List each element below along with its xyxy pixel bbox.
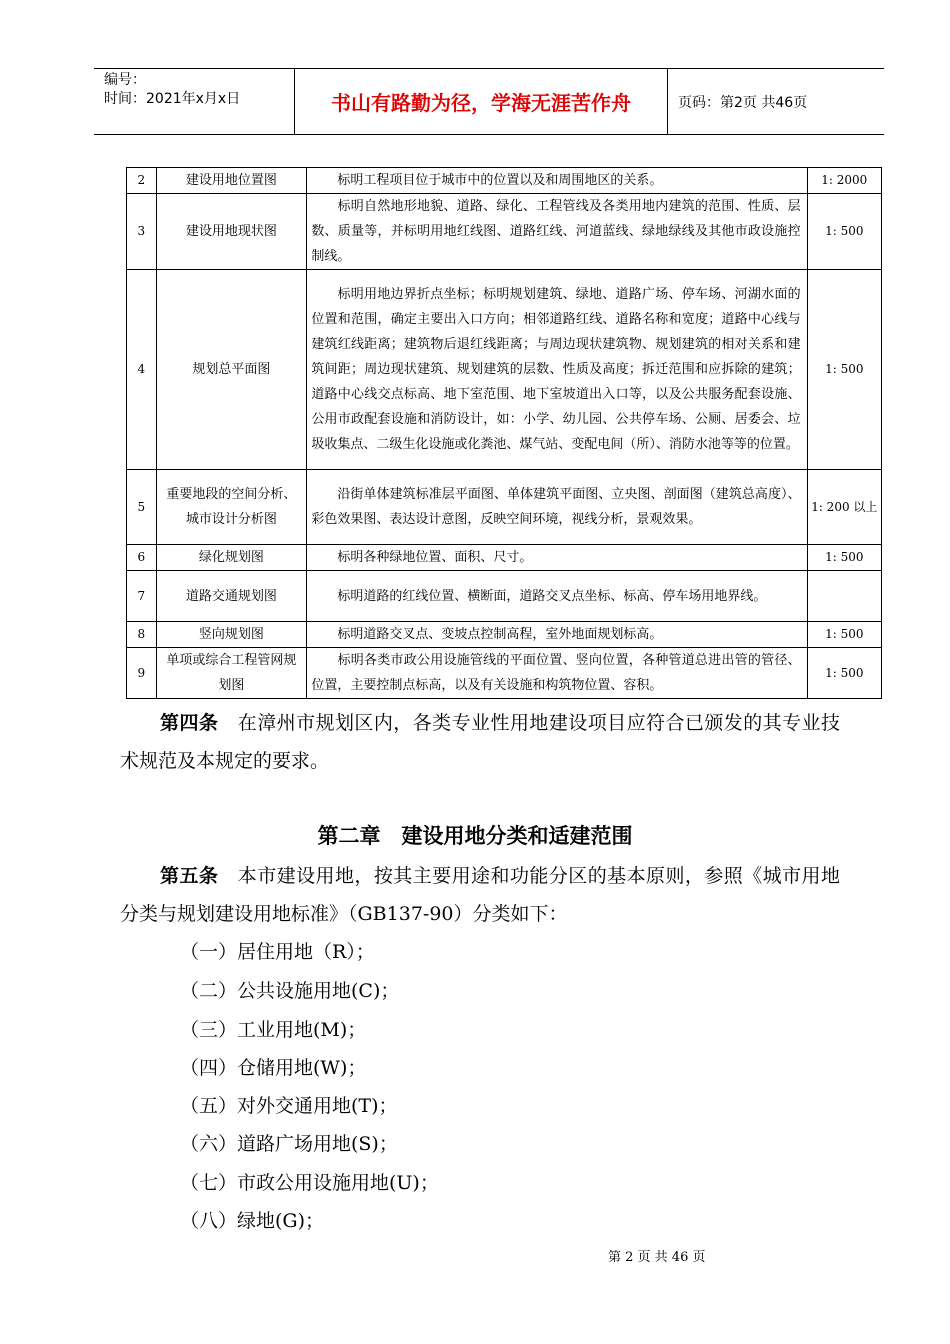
row-description — [307, 622, 807, 648]
category-item: （四）仓储用地(W)； — [180, 1057, 367, 1079]
row-scale: 1: 2000 — [807, 168, 881, 194]
row-description-text: 标明工程项目位于城市中的位置以及和周围地区的关系。 — [337, 173, 663, 188]
row-description — [307, 470, 807, 545]
table-row — [127, 571, 882, 622]
category-item: （七）市政公用设施用地(U)； — [180, 1172, 439, 1194]
row-number: 8 — [127, 622, 157, 648]
row-description — [307, 270, 807, 470]
row-description-text: 标明道路的红线位置、横断面，道路交叉点坐标、标高、停车场用地界线。 — [337, 588, 767, 604]
chapter-title: 第二章 建设用地分类和适建范围 — [317, 824, 633, 848]
row-scale — [807, 571, 881, 622]
table-row — [127, 648, 882, 699]
category-item: （二）公共设施用地(C)； — [180, 980, 400, 1002]
page-footer: 第 2 页 共 46 页 — [608, 1250, 706, 1265]
article-4-text: 在漳州市规划区内，各类专业性用地建设项目应符合已颁发的其专业技术规范及本规定的要求。 — [120, 712, 840, 772]
row-name: 重要地段的空间分析、城市设计分析图 — [156, 470, 307, 545]
header-meta — [94, 69, 295, 134]
row-name: 单项或综合工程管网规划图 — [156, 648, 307, 699]
row-description-text: 标明用地边界折点坐标；标明规划建筑、绿地、道路广场、停车场、河湖水面的位置和范围，确定主要出入口方向；相邻道路红线、道路名称和宽度；道路中心线与建筑红线距离；建筑物后退红线距离；与周边现状建筑物、规划建筑的相对关系和建筑间距；周边现状建筑、规划建筑的层数、性质及高度；拆迁范围和应拆除的建筑；道路中心线交点标高、地下室范围、地下室坡道出入口等，以及公共服务配套设施、公用市政配套设施和消防设计，如：小学、幼儿园、公共停车场、公厕、居委会、垃圾收集点、二级生化设施或化粪池、煤气站、变配电间（所）、消防水池等等的位置。 — [311, 287, 801, 452]
row-scale: 1: 500 — [807, 194, 881, 270]
article-5-label: 第五条 — [160, 865, 219, 887]
row-name: 建设用地现状图 — [156, 194, 307, 270]
row-number: 5 — [127, 470, 157, 545]
table-row — [127, 622, 882, 648]
row-scale: 1: 200 以上 — [807, 470, 881, 545]
article-4-label: 第四条 — [160, 712, 219, 734]
header-motto: 书山有路勤为径，学海无涯苦作舟 — [295, 69, 668, 134]
row-description — [307, 545, 807, 571]
table-row — [127, 270, 882, 470]
row-description — [307, 571, 807, 622]
row-name: 规划总平面图 — [156, 270, 307, 470]
article-5-text: 本市建设用地，按其主要用途和功能分区的基本原则，参照《城市用地分类与规划建设用地标准》（GB137-90）分类如下： — [120, 865, 840, 925]
row-description — [307, 648, 807, 699]
row-description-text: 沿街单体建筑标准层平面图、单体建筑平面图、立央图、剖面图（建筑总高度）、彩色效果图、表达设计意图，反映空间环境，视线分析，景观效果。 — [311, 487, 801, 527]
category-item: （八）绿地(G)； — [180, 1210, 325, 1232]
category-item: （六）道路广场用地(S)； — [180, 1133, 398, 1155]
page-header — [94, 68, 884, 135]
row-number: 2 — [127, 168, 157, 194]
header-time: 时间：2021年x月x日 — [104, 91, 241, 107]
row-scale: 1: 500 — [807, 270, 881, 470]
row-description — [307, 168, 807, 194]
category-item: （三）工业用地(M)； — [180, 1019, 367, 1041]
row-scale: 1: 500 — [807, 545, 881, 571]
table-row — [127, 470, 882, 545]
row-name: 建设用地位置图 — [156, 168, 307, 194]
row-description-text: 标明自然地形地貌、道路、绿化、工程管线及各类用地内建筑的范围、性质、层数、质量等，并标明用地红线图、道路红线、河道蓝线、绿地绿线及其他市政设施控制线。 — [311, 199, 801, 264]
row-description-text: 标明各种绿地位置、面积、尺寸。 — [337, 550, 533, 565]
article-4 — [120, 704, 840, 780]
category-item: （一）居住用地（R）； — [180, 941, 375, 963]
header-page: 页码：第2页 共46页 — [678, 94, 808, 111]
row-name: 竖向规划图 — [156, 622, 307, 648]
row-description-text: 标明道路交叉点、变坡点控制高程，室外地面规划标高。 — [337, 627, 663, 642]
table-row — [127, 194, 882, 270]
table-row — [127, 168, 882, 194]
row-name: 绿化规划图 — [156, 545, 307, 571]
category-item: （五）对外交通用地(T)； — [180, 1095, 398, 1117]
row-description-text: 标明各类市政公用设施管线的平面位置、竖向位置，各种管道总进出管的管径、位置，主要控制点标高，以及有关设施和构筑物位置、容积。 — [311, 653, 801, 693]
row-scale: 1: 500 — [807, 648, 881, 699]
row-number: 6 — [127, 545, 157, 571]
article-5 — [120, 857, 840, 933]
table-row — [127, 545, 882, 571]
header-code: 编号： — [104, 72, 146, 88]
row-name: 道路交通规划图 — [156, 571, 307, 622]
row-number: 7 — [127, 571, 157, 622]
row-description — [307, 194, 807, 270]
drawing-requirements-table — [126, 167, 882, 699]
row-number: 3 — [127, 194, 157, 270]
row-scale: 1: 500 — [807, 622, 881, 648]
row-number: 9 — [127, 648, 157, 699]
row-number: 4 — [127, 270, 157, 470]
